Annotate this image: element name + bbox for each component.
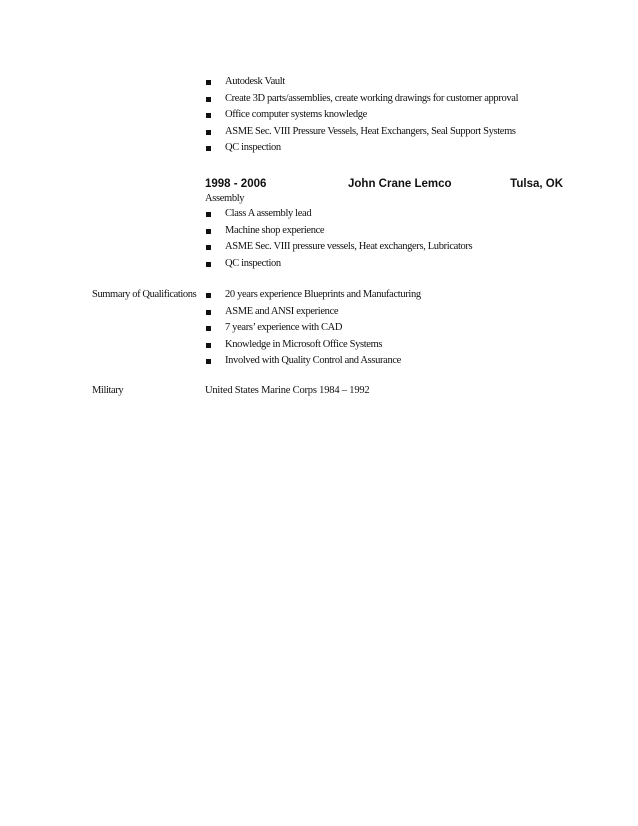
square-bullet-icon — [206, 245, 211, 250]
bullet-text: ASME Sec. VIII Pressure Vessels, Heat Exchangers, Seal Support Systems — [225, 125, 516, 137]
list-item — [205, 239, 565, 256]
square-bullet-icon — [206, 146, 211, 151]
list-item — [205, 140, 565, 157]
previous-job-bullet-list — [205, 74, 565, 157]
military-heading: Military — [92, 385, 124, 396]
square-bullet-icon — [206, 97, 211, 102]
list-item — [205, 223, 565, 240]
list-item — [205, 206, 565, 223]
bullet-text: QC inspection — [225, 142, 281, 154]
job-location: Tulsa, OK — [510, 178, 563, 190]
bullet-text: ASME Sec. VIII pressure vessels, Heat exchangers, Lubricators — [225, 241, 473, 253]
bullet-text: Autodesk Vault — [225, 76, 285, 87]
job-company: John Crane Lemco — [348, 178, 452, 190]
qualifications-section — [205, 287, 565, 370]
bullet-text: Involved with Quality Control and Assurance — [225, 355, 401, 367]
list-item — [205, 320, 565, 337]
list-item — [205, 337, 565, 354]
square-bullet-icon — [206, 343, 211, 348]
qualifications-bullet-list — [205, 287, 565, 370]
list-item — [205, 353, 565, 370]
square-bullet-icon — [206, 310, 211, 315]
list-item — [205, 107, 565, 124]
square-bullet-icon — [206, 113, 211, 118]
square-bullet-icon — [206, 262, 211, 267]
bullet-text: Class A assembly lead — [225, 208, 312, 219]
list-item — [205, 124, 565, 141]
bullet-text: ASME and ANSI experience — [225, 305, 339, 317]
list-item — [205, 91, 565, 108]
list-item — [205, 74, 565, 91]
job-years: 1998 - 2006 — [205, 178, 267, 190]
bullet-text: Create 3D parts/assemblies, create working drawings for customer approval — [225, 92, 519, 104]
square-bullet-icon — [206, 130, 211, 135]
list-item — [205, 287, 565, 304]
job-duties — [205, 206, 565, 272]
job-title: Assembly — [205, 193, 245, 204]
square-bullet-icon — [206, 229, 211, 234]
qualifications-heading: Summary of Qualifications — [92, 289, 197, 300]
bullet-text: Office computer systems knowledge — [225, 109, 367, 121]
previous-job-duties — [205, 74, 565, 157]
list-item — [205, 304, 565, 321]
bullet-text: Knowledge in Microsoft Office Systems — [225, 338, 383, 350]
bullet-text: QC inspection — [225, 257, 281, 269]
bullet-text: Machine shop experience — [225, 224, 325, 236]
list-item — [205, 256, 565, 273]
bullet-text: 7 years’ experience with CAD — [225, 322, 343, 334]
square-bullet-icon — [206, 212, 211, 217]
square-bullet-icon — [206, 359, 211, 364]
square-bullet-icon — [206, 80, 211, 85]
square-bullet-icon — [206, 293, 211, 298]
military-service-text: United States Marine Corps 1984 – 1992 — [205, 385, 370, 396]
bullet-text: 20 years experience Blueprints and Manufacturing — [225, 289, 421, 300]
square-bullet-icon — [206, 326, 211, 331]
job-bullet-list — [205, 206, 565, 272]
